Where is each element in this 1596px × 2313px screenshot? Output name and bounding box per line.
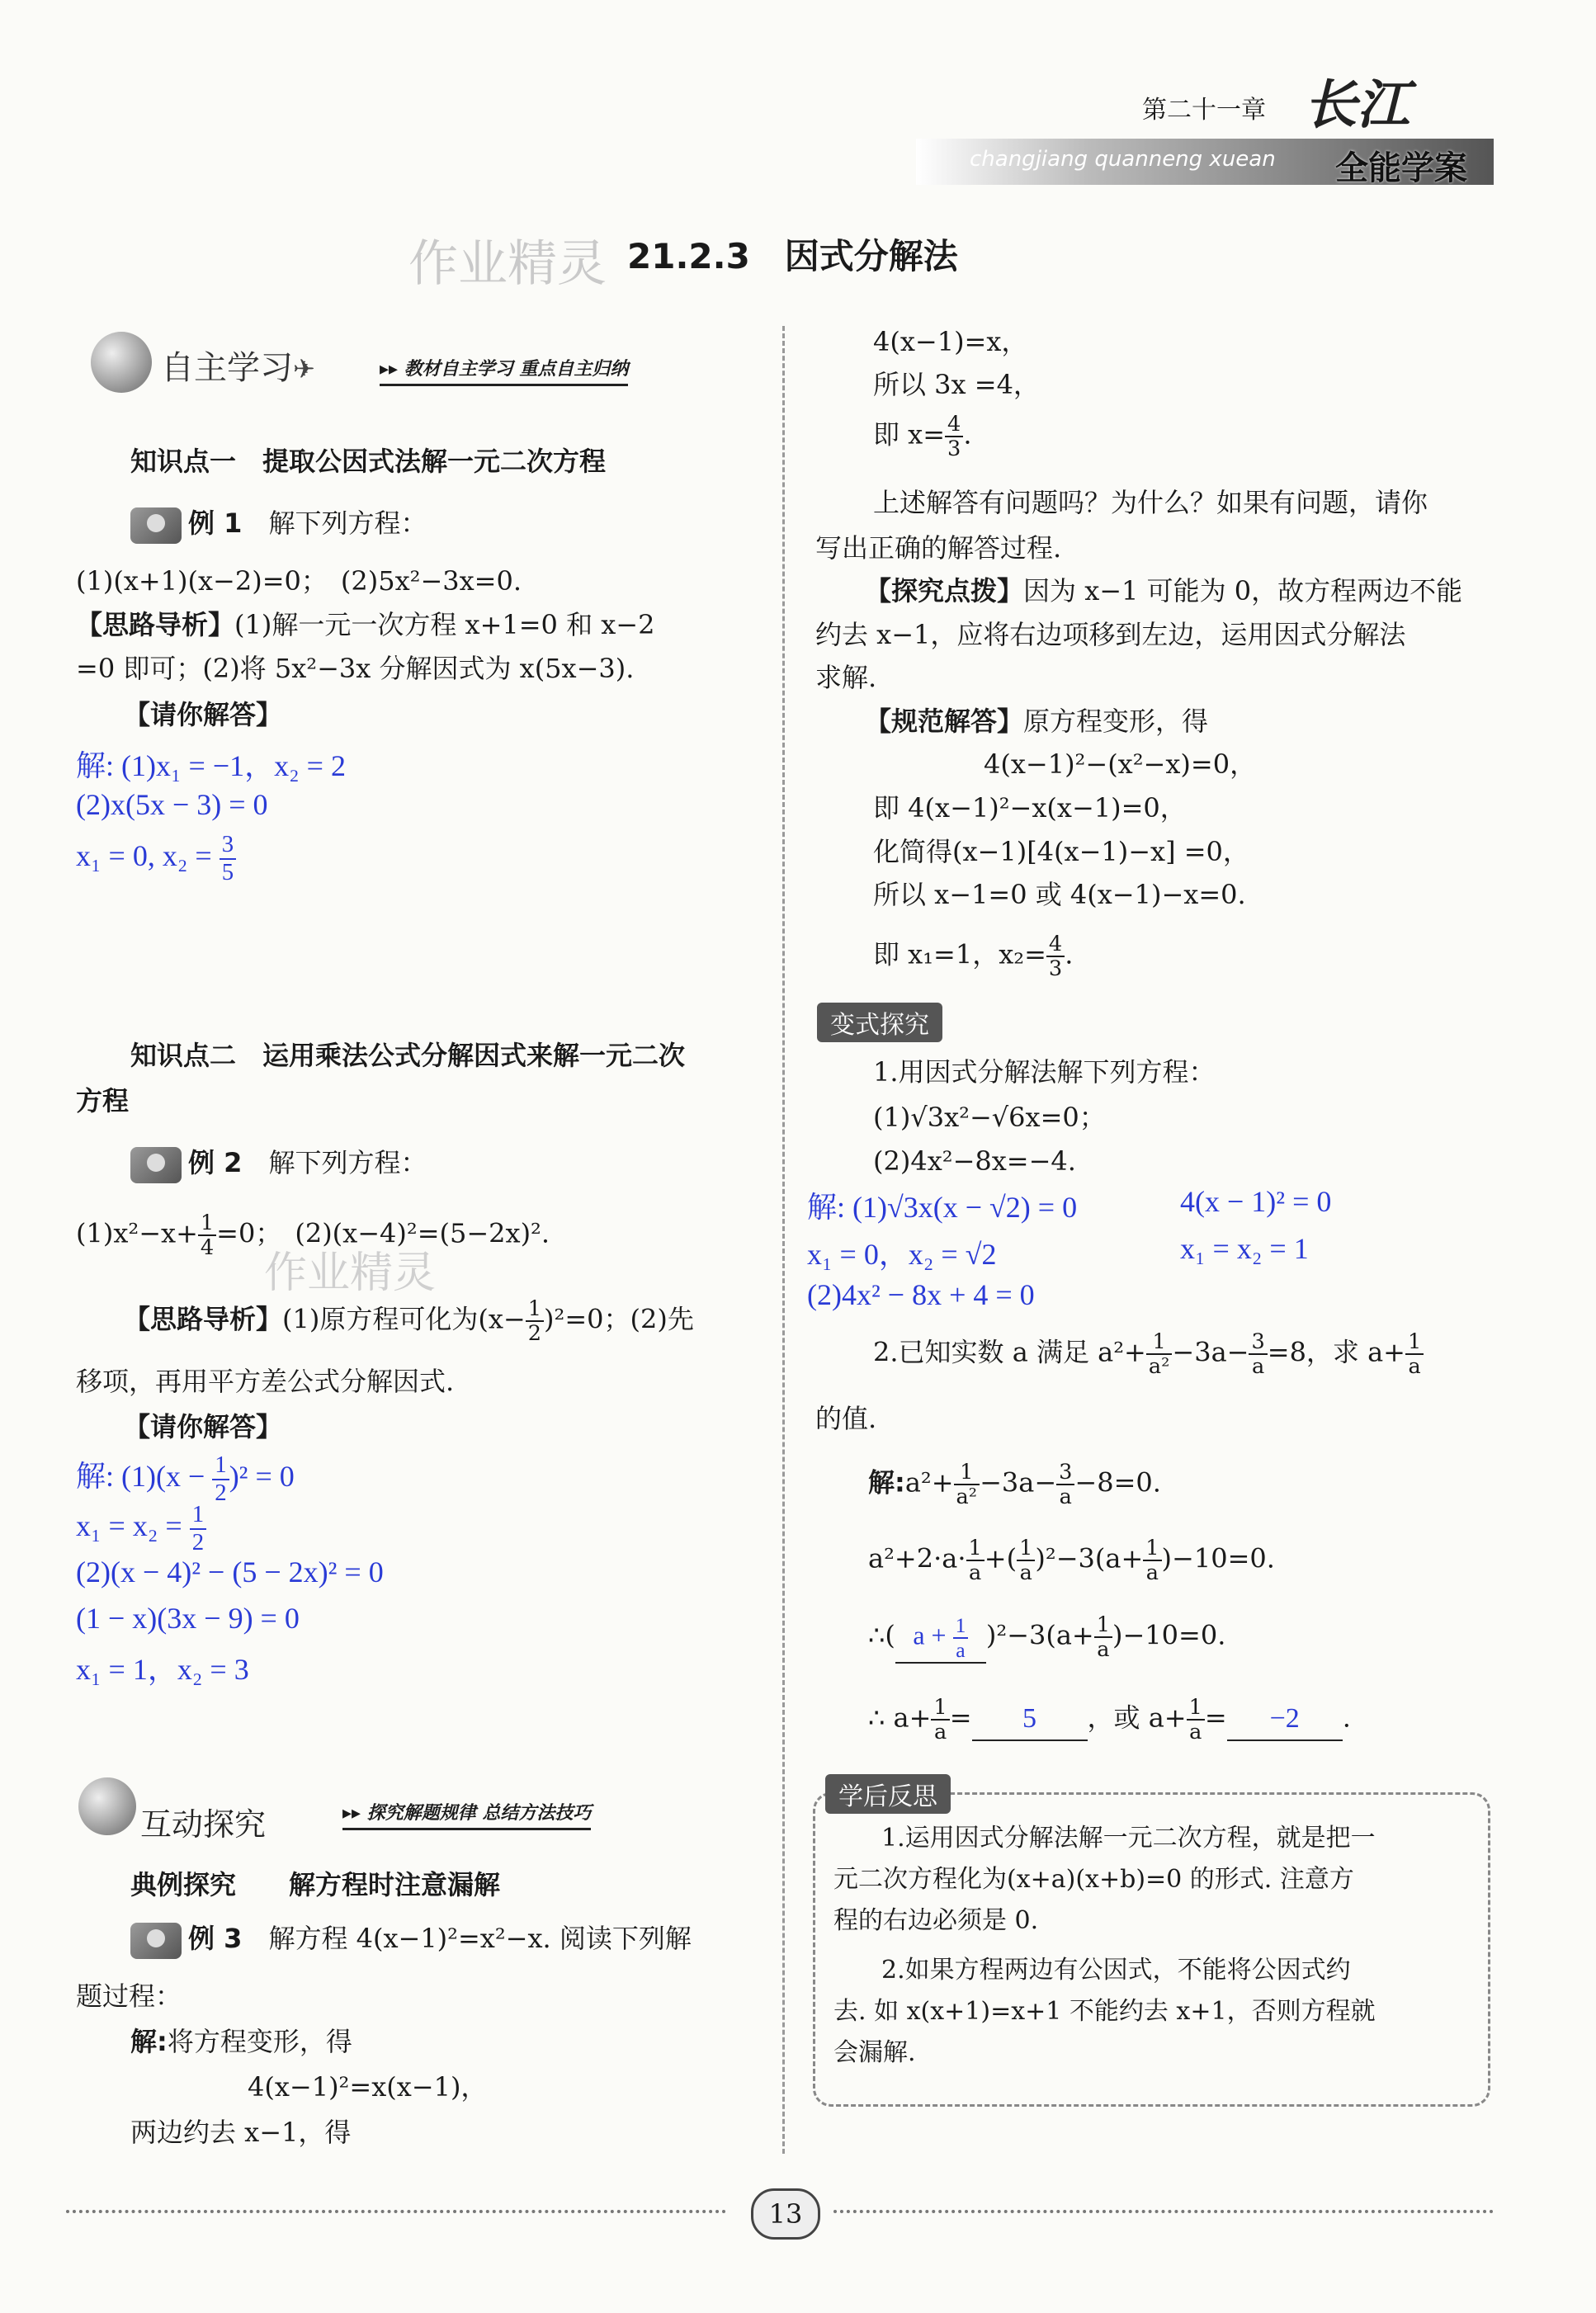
banner-tagline: ▸▸ 教材自主学习 重点自主归纳 bbox=[380, 355, 628, 386]
reflection-line-3: 程的右边必须是 0. bbox=[833, 1906, 1039, 1935]
brand-pinyin: changjiang quanneng xuean bbox=[970, 147, 1276, 172]
v1-answer-l-3: (2)4x² − 8x + 4 = 0 bbox=[807, 1278, 1035, 1311]
tip-line-2: 约去 x−1，应将右边项移到左边，运用因式分解法 bbox=[815, 619, 1406, 650]
page-title: 21.2.3 因式分解法 bbox=[627, 236, 958, 276]
watermark-2: 作业精灵 bbox=[264, 1249, 437, 1298]
ex1-answer-line-2: (2)x(5x − 3) = 0 bbox=[76, 788, 268, 821]
reflection-line-6: 会漏解. bbox=[833, 2038, 916, 2067]
v1-answer-r-1: 4(x − 1)² = 0 bbox=[1180, 1185, 1332, 1218]
brand-name: 全能学案 bbox=[1335, 149, 1467, 187]
v2-solution-1: 解:a²+ $\frac{1}{\text{a²}}$ −3a− $\frac{3}{a}$ −8=0. bbox=[868, 1460, 1161, 1510]
example-3-solution-2: 4(x−1)²=x(x−1)， bbox=[248, 2071, 488, 2103]
example-1-equations: (1)(x+1)(x−2)=0； (2)5x²−3x=0. bbox=[76, 565, 522, 597]
example-1-guide-2: =0 即可；(2)将 5x²−3x 分解因式为 x(5x−3). bbox=[76, 653, 635, 684]
knowledge-point-2-cont: 方程 bbox=[76, 1085, 130, 1116]
blackboard-icon bbox=[130, 1923, 182, 1959]
v2-solution-3: ∴( a + $\frac{1}{a}$ )²−3(a+ $\frac{1}{a}$ )−10=0. bbox=[868, 1613, 1225, 1664]
variant-1: 1.用因式分解法解下列方程： bbox=[873, 1056, 1216, 1088]
plane-icon: ✈ bbox=[293, 353, 315, 385]
knowledge-point-1: 知识点一 提取公因式法解一元二次方程 bbox=[130, 446, 607, 477]
example-3-text-2: 题过程： bbox=[76, 1980, 182, 2012]
example-2-guide-2: 移项，再用平方差公式分解因式. bbox=[76, 1366, 455, 1397]
section-banner-self-study bbox=[83, 330, 743, 399]
ex1-answer-line-3: x₁ = 0, x₂ = $\frac{3}{5}$ bbox=[76, 832, 236, 885]
answer-label-1: 【请你解答】 bbox=[124, 699, 283, 730]
ex2-answer-line-4: (1 − x)(3x − 9) = 0 bbox=[76, 1602, 300, 1635]
std-line-1: 4(x−1)²−(x²−x)=0， bbox=[984, 748, 1257, 780]
reflection-line-1: 1.运用因式分解法解一元二次方程，就是把一 bbox=[881, 1824, 1376, 1853]
footer-rule-left bbox=[66, 2210, 726, 2213]
ex1-answer-line-1: 解: (1)x₁ = −1，x₂ = 2 bbox=[76, 749, 346, 782]
example-1-row: 例 1 解下列方程： bbox=[130, 503, 427, 544]
blank-answer-1[interactable]: 5 bbox=[972, 1697, 1088, 1741]
ex2-answer-line-3: (2)(x − 4)² − (5 − 2x)² = 0 bbox=[76, 1555, 384, 1588]
reflection-line-5: 去. 如 x(x+1)=x+1 不能约去 x+1，否则方程就 bbox=[833, 1997, 1376, 2026]
banner-title: 互动探究 bbox=[140, 1806, 267, 1843]
page-number: 13 bbox=[751, 2188, 820, 2240]
std-line-4: 所以 x−1=0 或 4(x−1)−x=0. bbox=[873, 879, 1246, 910]
brand-logo: 长江 bbox=[1304, 74, 1409, 136]
variant-2-question: 2.已知实数 a 满足 a²+ $\frac{1}{\text{a²}}$ −3a− $\frac{3}{a}$ =8，求 a+ $\frac{1}{a}$ bbox=[873, 1330, 1424, 1378]
blackboard-icon bbox=[130, 1147, 182, 1183]
banner-tagline: ▸▸ 探究解题规律 总结方法技巧 bbox=[342, 1799, 591, 1830]
ex2-answer-line-1: 解: (1)(x − $\frac{1}{2}$ )² = 0 bbox=[76, 1452, 295, 1506]
reflection-line-2: 元二次方程化为(x+a)(x+b)=0 的形式. 注意方 bbox=[833, 1865, 1354, 1894]
knowledge-point-2: 知识点二 运用乘法公式分解因式来解一元二次 bbox=[130, 1040, 686, 1071]
example-3-solution-3: 两边约去 x−1，得 bbox=[130, 2117, 352, 2148]
variant-1a: (1)√3x²−√6x=0； bbox=[873, 1102, 1106, 1133]
variant-1b: (2)4x²−8x=−4. bbox=[873, 1145, 1076, 1177]
std-line-3: 化简得(x−1)[4(x−1)−x] =0， bbox=[873, 836, 1249, 867]
variant-label: 变式探究 bbox=[817, 1003, 942, 1042]
example-3-row: 例 3 解方程 4(x−1)²=x²−x. 阅读下列解 bbox=[130, 1919, 692, 1959]
globe-icon bbox=[91, 332, 152, 393]
r-question-2: 写出正确的解答过程. bbox=[815, 532, 1062, 564]
tip-line-1: 【探究点拨】因为 x−1 可能为 0，故方程两边不能 bbox=[865, 575, 1463, 607]
standard-solution-label: 【规范解答】原方程变形，得 bbox=[865, 706, 1209, 737]
ex2-answer-line-5: x₁ = 1，x₂ = 3 bbox=[76, 1653, 249, 1686]
v1-answer-l-1: 解: (1)√3x(x − √2) = 0 bbox=[807, 1191, 1078, 1224]
tip-line-3: 求解. bbox=[815, 662, 877, 693]
std-line-5: 即 x₁=1，x₂= $\frac{4}{3}$ . bbox=[873, 932, 1074, 982]
ex2-answer-line-2: x₁ = x₂ = $\frac{1}{2}$ bbox=[76, 1502, 206, 1555]
variant-2-question-2: 的值. bbox=[815, 1403, 877, 1434]
footer-rule-right bbox=[833, 2210, 1494, 2213]
r-line-1: 4(x−1)=x， bbox=[873, 326, 1028, 357]
banner-title: 自主学习 bbox=[161, 349, 293, 387]
blackboard-icon bbox=[130, 507, 182, 544]
answer-label-2: 【请你解答】 bbox=[124, 1411, 283, 1442]
section-banner-interactive bbox=[70, 1774, 755, 1843]
blank-answer-2[interactable]: −2 bbox=[1227, 1697, 1343, 1741]
r-line-2: 所以 3x =4， bbox=[873, 369, 1040, 400]
v1-answer-r-2: x₁ = x₂ = 1 bbox=[1180, 1232, 1309, 1265]
v2-solution-2: a²+2·a· $\frac{1}{a}$ +( $\frac{1}{a}$ )²−3(a+ $\frac{1}{a}$ )−10=0. bbox=[868, 1536, 1275, 1586]
reflection-label: 学后反思 bbox=[825, 1774, 951, 1814]
example-2-guide: 【思路导析】(1)原方程可化为(x− $\frac{1}{2}$ )²=0；(2)先 bbox=[124, 1296, 694, 1347]
watermark: 作业精灵 bbox=[408, 235, 607, 293]
std-line-2: 即 4(x−1)²−x(x−1)=0， bbox=[873, 792, 1187, 824]
chapter-label: 第二十一章 bbox=[1142, 96, 1266, 125]
column-divider bbox=[782, 326, 785, 2154]
example-2-equations: (1)x²−x+ $\frac{1}{4}$ =0； (2)(x−4)²=(5−2x)². bbox=[76, 1211, 550, 1261]
v2-solution-4: ∴ a+ $\frac{1}{a}$ = 5 ，或 a+ $\frac{1}{a}$ = −2 . bbox=[868, 1695, 1351, 1745]
v1-answer-l-2: x₁ = 0，x₂ = √2 bbox=[807, 1238, 997, 1271]
example-3-solution-1: 解:将方程变形，得 bbox=[130, 2026, 352, 2057]
example-1-guide: 【思路导析】(1)解一元一次方程 x+1=0 和 x−2 bbox=[76, 609, 655, 640]
blank-1[interactable]: a + $\frac{1}{a}$ bbox=[895, 1614, 986, 1664]
r-line-3: 即 x= $\frac{4}{3}$ . bbox=[873, 412, 972, 462]
reflection-line-4: 2.如果方程两边有公因式，不能将公因式约 bbox=[881, 1956, 1351, 1985]
r-question-1: 上述解答有问题吗？为什么？如果有问题，请你 bbox=[873, 487, 1428, 518]
example-2-row: 例 2 解下列方程： bbox=[130, 1143, 427, 1183]
typical-example-heading: 典例探究 解方程时注意漏解 bbox=[130, 1869, 501, 1900]
globe-icon bbox=[78, 1777, 136, 1835]
